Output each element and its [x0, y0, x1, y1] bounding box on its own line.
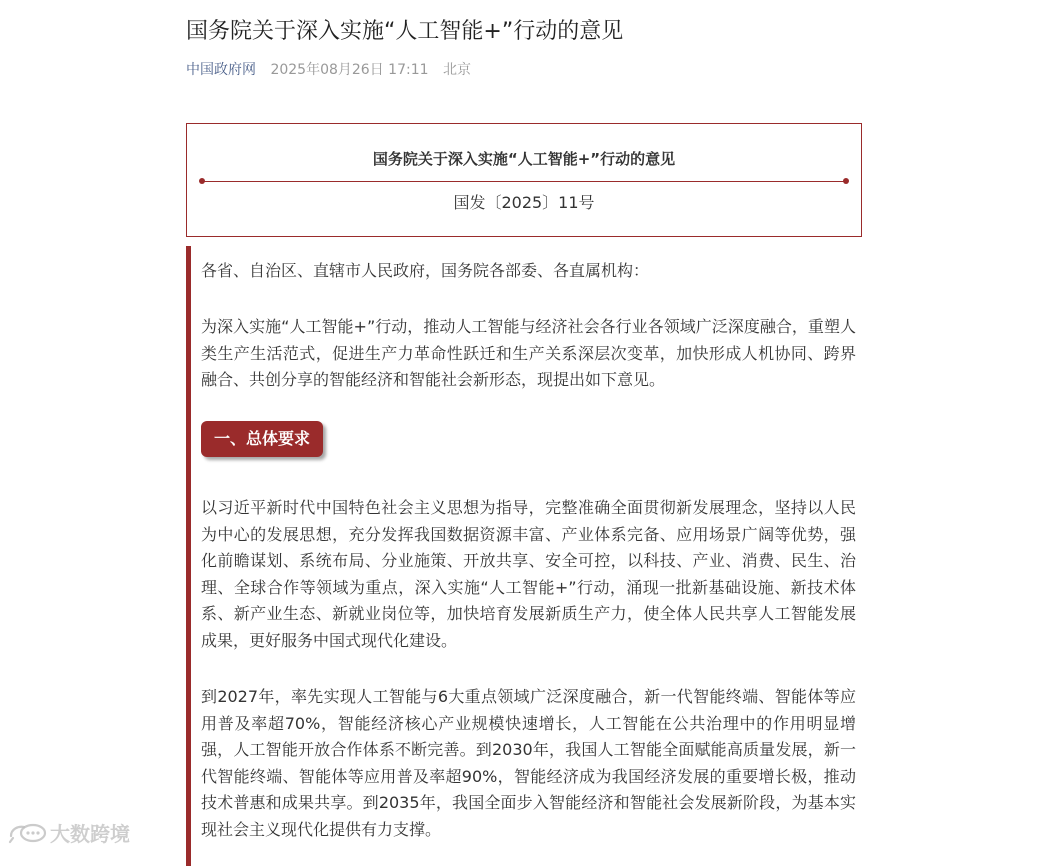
accent-side-bar	[186, 246, 191, 866]
document-divider	[202, 181, 846, 182]
page-title: 国务院关于深入实施“人工智能+”行动的意见	[186, 19, 624, 44]
article-meta	[186, 60, 471, 80]
chat-bubble-logo-icon	[8, 822, 48, 846]
publish-location: 北京	[442, 62, 471, 78]
goals-paragraph: 到2027年，率先实现人工智能与6大重点领域广泛深度融合，新一代智能终端、智能体等应用普及率超70%，智能经济核心产业规模快速增长，人工智能在公共治理中的作用明显增强，人工智能开放合作体系不断完善。到2030年，我国人工智能全面赋能高质量发展，新一代智能终端、智能体等应用普及率超90%，智能经济成为我国经济发展的重要增长极，推动技术普惠和成果共享。到2035年，我国全面步入智能经济和智能社会发展新阶段，为基本实现社会主义现代化提供有力支撑。	[201, 687, 856, 839]
intro-paragraph: 为深入实施“人工智能+”行动，推动人工智能与经济社会各行业各领域广泛深度融合，重塑人类生产生活范式，促进生产力革命性跃迁和生产关系深层次变革，加快形成人机协同、跨界融合、共创分享的智能经济和智能社会新形态，现提出如下意见。	[201, 317, 856, 389]
document-number: 国发〔2025〕11号	[453, 193, 595, 212]
watermark-text: 大数跨境	[50, 822, 130, 846]
document-header-box	[186, 123, 862, 237]
divider-dot-right	[843, 178, 849, 184]
section-heading-badge: 一、总体要求	[201, 421, 323, 457]
divider-dot-left	[199, 178, 205, 184]
addressee-paragraph: 各省、自治区、直辖市人民政府，国务院各部委、各直属机构：	[201, 261, 650, 280]
guiding-paragraph: 以习近平新时代中国特色社会主义思想为指导，完整准确全面贯彻新发展理念，坚持以人民为中心的发展思想，充分发挥我国数据资源丰富、产业体系完备、应用场景广阔等优势，强化前瞻谋划、系统布局、分业施策、开放共享、安全可控，以科技、产业、消费、民生、治理、全球合作等领域为重点，深入实施“人工智能+”行动，涌现一批新基础设施、新技术体系、新产业生态、新就业岗位等，加快培育发展新质生产力，使全体人民共享人工智能发展成果，更好服务中国式现代化建设。	[201, 498, 856, 650]
article-body	[186, 246, 862, 866]
document-title: 国务院关于深入实施“人工智能+”行动的意见	[372, 150, 676, 168]
source-link[interactable]: 中国政府网	[186, 62, 256, 78]
publish-datetime: 2025年08月26日 17:11	[270, 62, 429, 78]
